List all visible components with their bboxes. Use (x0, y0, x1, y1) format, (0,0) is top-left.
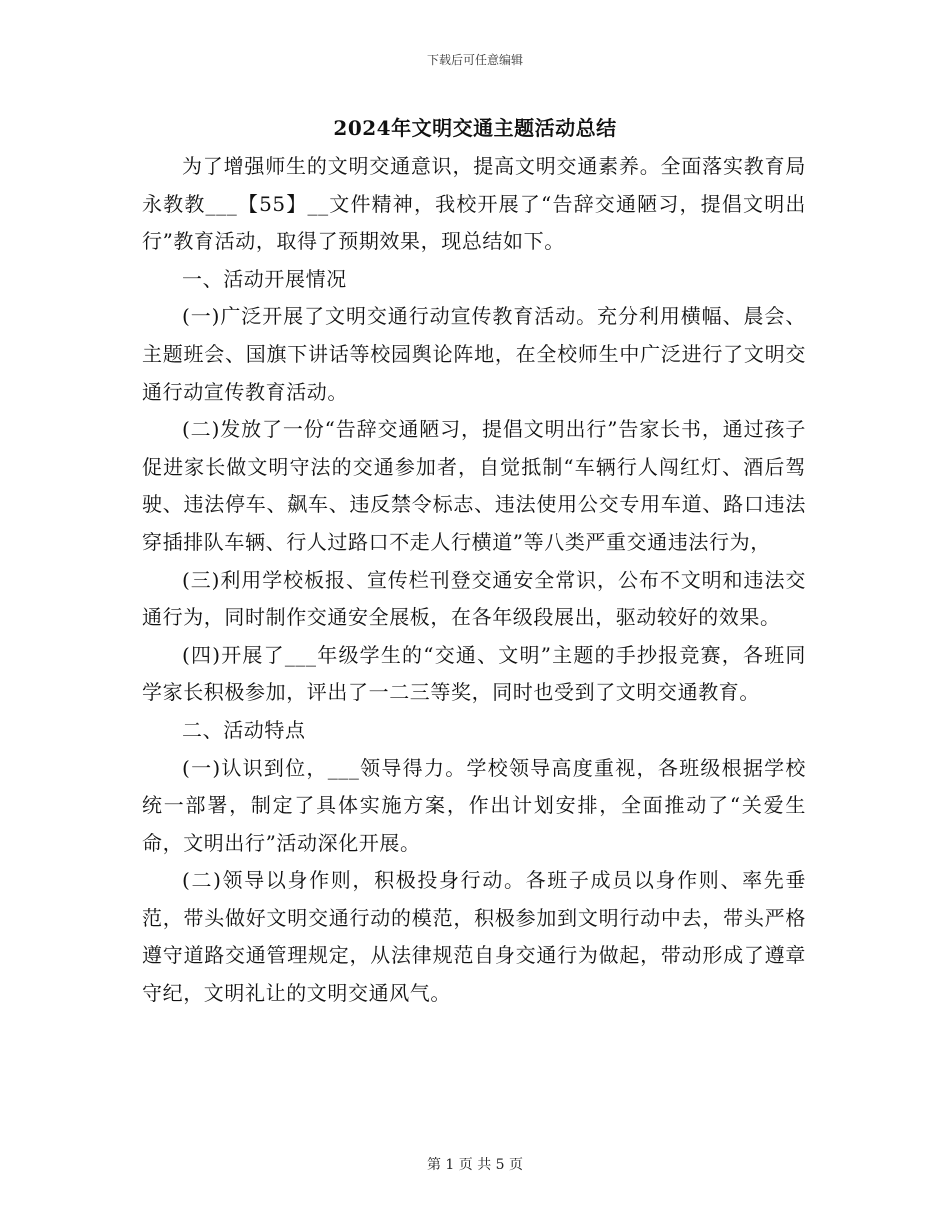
paragraph-item-3: (三)利用学校板报、宣传栏刊登交通安全常识，公布不文明和违法交通行为，同时制作交通安全展板，在各年级段展出，驱动较好的效果。 (142, 567, 806, 630)
page-header-note: 下载后可任意编辑 (426, 53, 523, 67)
paragraph-feature-2: (二)领导以身作则，积极投身行动。各班子成员以身作则、率先垂范，带头做好文明交通行动的模范，积极参加到文明行动中去，带头严格遵守道路交通管理规定，从法律规范自身交通行为做起，带动形成了遵章守纪，文明礼让的文明交通风气。 (142, 868, 806, 1006)
paragraph-item-4: (四)开展了___年级学生的“交通、文明”主题的手抄报竞赛，各班同学家长积极参加，评出了一二三等奖，同时也受到了文明交通教育。 (142, 642, 806, 705)
paragraph-feature-1: (一)认识到位，___领导得力。学校领导高度重视，各班级根据学校统一部署，制定了具体实施方案，作出计划安排，全面推动了“关爱生命，文明出行”活动深化开展。 (142, 755, 806, 855)
document-body (142, 148, 806, 1013)
section-heading-activity-status: 一、活动开展情况 (182, 266, 347, 291)
page-number: 第 1 页 共 5 页 (426, 1157, 524, 1173)
document-title: 2024年文明交通主题活动总结 (333, 116, 617, 140)
paragraph-item-1: (一)广泛开展了文明交通行动宣传教育活动。充分利用横幅、晨会、主题班会、国旗下讲话等校园舆论阵地，在全校师生中广泛进行了文明交通行动宣传教育活动。 (142, 304, 806, 404)
section-heading-activity-features: 二、活动特点 (182, 717, 306, 742)
intro-paragraph: 为了增强师生的文明交通意识，提高文明交通素养。全面落实教育局永教教___【55】__文件精神，我校开展了“告辞交通陋习，提倡文明出行”教育活动，取得了预期效果，现总结如下。 (142, 154, 806, 254)
paragraph-item-2: (二)发放了一份“告辞交通陋习，提倡文明出行”告家长书，通过孩子促进家长做文明守法的交通参加者，自觉抵制“车辆行人闯红灯、酒后驾驶、违法停车、飙车、违反禁令标志、违法使用公交专用车道、路口违法穿插排队车辆、行人过路口不走人行横道”等八类严重交通违法行为， (142, 417, 806, 554)
